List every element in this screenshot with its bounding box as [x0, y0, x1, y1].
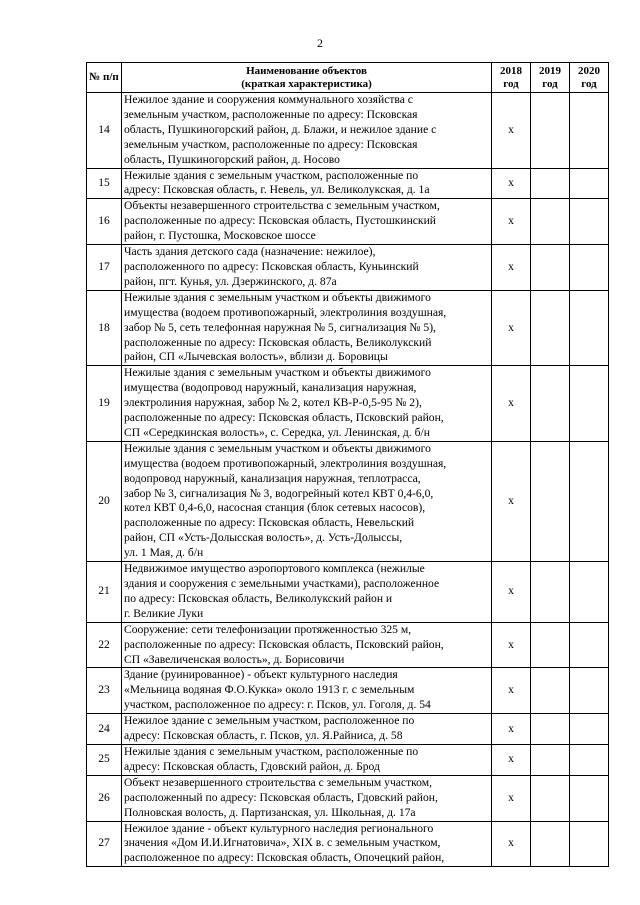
description-line: значения «Дом И.И.Игнатовича», XIX в. с земельным участком, [124, 836, 441, 850]
year-mark-2018: x [492, 668, 531, 714]
table-row [87, 168, 609, 199]
year-mark-2018: x [492, 93, 531, 169]
year-mark-2018: x [492, 744, 531, 775]
description-line: Здание (руинированное) - объект культурного наследия [124, 668, 398, 682]
table-header-row [87, 63, 609, 93]
table-row [87, 366, 609, 442]
table-row [87, 668, 609, 714]
object-description [122, 168, 492, 199]
object-description [122, 199, 492, 245]
year-mark-2019 [531, 441, 570, 561]
year-mark-2018: x [492, 821, 531, 867]
description-line: ул. 1 Мая, д. б/н [124, 546, 204, 560]
year-mark-2019 [531, 199, 570, 245]
description-line: адресу: Псковская область, г. Невель, ул. Великолукская, д. 1а [124, 183, 430, 197]
object-description [122, 366, 492, 442]
header-2020: 2020 год [570, 63, 609, 93]
table-row [87, 93, 609, 169]
year-mark-2019 [531, 245, 570, 291]
object-description [122, 93, 492, 169]
row-number: 25 [87, 744, 122, 775]
row-number: 20 [87, 441, 122, 561]
object-description [122, 441, 492, 561]
year-mark-2020 [570, 821, 609, 867]
description-line: расположенного по адресу: Псковская область, Куньинский [124, 259, 419, 273]
description-line: район, г. Пустошка, Московское шоссе [124, 229, 316, 243]
year-mark-2019 [531, 622, 570, 668]
table-row [87, 622, 609, 668]
description-line: Нежилые здания с земельным участком, расположенные по [124, 168, 419, 182]
row-number: 15 [87, 168, 122, 199]
table-row [87, 744, 609, 775]
description-line: земельным участком, расположенные по адресу: Псковская [124, 107, 418, 121]
description-line: адресу: Псковская область, Гдовский район, д. Брод [124, 759, 380, 773]
year-mark-2020 [570, 441, 609, 561]
object-description [122, 290, 492, 366]
description-line: расположенные по адресу: Псковская область, Пустошкинский [124, 214, 436, 228]
year-mark-2020 [570, 775, 609, 821]
table-row [87, 199, 609, 245]
year-mark-2020 [570, 168, 609, 199]
object-description [122, 714, 492, 745]
year-mark-2018: x [492, 290, 531, 366]
description-line: Полновская волость, д. Партизанская, ул. Школьная, д. 17а [124, 805, 416, 819]
year-mark-2020 [570, 744, 609, 775]
year-mark-2018: x [492, 441, 531, 561]
description-line: расположенный по адресу: Псковская область, Гдовский район, [124, 790, 438, 804]
table-row [87, 441, 609, 561]
row-number: 23 [87, 668, 122, 714]
description-line: расположенное по адресу: Псковская область, Опочецкий район, [124, 851, 445, 865]
year-mark-2018: x [492, 199, 531, 245]
year-mark-2019 [531, 290, 570, 366]
description-line: область, Пушкиногорский район, д. Блажи, и нежилое здание с [124, 122, 437, 136]
table-row [87, 290, 609, 366]
description-line: Нежилые здания с земельным участком, расположенные по [124, 744, 419, 758]
table-row [87, 714, 609, 745]
description-line: Нежилые здания с земельным участком и объекты движимого [124, 290, 431, 304]
description-line: имущества (водопровод наружный, канализация наружная, [124, 381, 417, 395]
description-line: Нежилое здание с земельным участком, расположенное по [124, 714, 415, 728]
year-mark-2020 [570, 714, 609, 745]
row-number: 14 [87, 93, 122, 169]
row-number: 27 [87, 821, 122, 867]
table-row [87, 245, 609, 291]
header-num: № п/п [87, 63, 122, 93]
description-line: «Мельница водяная Ф.О.Кукка» около 1913 г. с земельным [124, 683, 415, 697]
description-line: Нежилое здание - объект культурного наследия регионального [124, 821, 434, 835]
description-line: Сооружение: сети телефонизации протяженностью 325 м, [124, 622, 412, 636]
year-mark-2020 [570, 290, 609, 366]
description-line: участком, расположенное по адресу: г. Псков, ул. Гоголя, д. 54 [124, 698, 431, 712]
year-mark-2019 [531, 168, 570, 199]
description-line: имущества (водоем противопожарный, электролиния воздушная, [124, 456, 447, 470]
description-line: расположенные по адресу: Псковская область, Великолукский [124, 335, 432, 349]
year-mark-2020 [570, 93, 609, 169]
year-mark-2018: x [492, 366, 531, 442]
description-line: Нежилые здания с земельным участком и объекты движимого [124, 441, 431, 455]
row-number: 16 [87, 199, 122, 245]
table-row [87, 821, 609, 867]
description-line: котел КВТ 0,4-6,0, насосная станция (блок сетевых насосов), [124, 501, 426, 515]
row-number: 19 [87, 366, 122, 442]
description-line: Объект незавершенного строительства с земельным участком, [124, 775, 432, 789]
row-number: 18 [87, 290, 122, 366]
description-line: Часть здания детского сада (назначение: нежилое), [124, 245, 376, 259]
object-description [122, 744, 492, 775]
year-mark-2018: x [492, 714, 531, 745]
description-line: водопровод наружный, канализация наружная, теплотрасса, [124, 471, 421, 485]
description-line: имущества (водоем противопожарный, электролиния воздушная, [124, 305, 447, 319]
year-mark-2019 [531, 714, 570, 745]
description-line: расположенные по адресу: Псковская область, Псковский район, [124, 411, 444, 425]
description-line: здания и сооружения с земельными участками), расположенное [124, 577, 440, 590]
description-line: земельным участком, расположенные по адресу: Псковская [124, 137, 418, 151]
description-line: район, СП «Лычевская волость», вблизи д. Боровицы [124, 350, 388, 364]
year-mark-2020 [570, 245, 609, 291]
year-mark-2019 [531, 93, 570, 169]
header-2018: 2018 год [492, 63, 531, 93]
year-mark-2020 [570, 562, 609, 623]
year-mark-2018: x [492, 562, 531, 623]
object-description [122, 245, 492, 291]
description-line: Нежилые здания с земельным участком и объекты движимого [124, 366, 431, 380]
description-line: забор № 3, сигнализация № 3, водогрейный котел КВТ 0,4-6,0, [124, 486, 434, 500]
table-row [87, 775, 609, 821]
description-line: область, Пушкиногорский район, д. Носово [124, 152, 340, 166]
description-line: район, СП «Усть-Долысская волость», д. Усть-Долыссы, [124, 531, 403, 545]
description-line: СП «Середкинская волость», с. Середка, ул. Ленинская, д. б/н [124, 425, 430, 439]
year-mark-2019 [531, 562, 570, 623]
description-line: адресу: Псковская область, г. Псков, ул. Я.Райниса, д. 58 [124, 729, 403, 743]
description-line: расположенные по адресу: Псковская область, Невельский [124, 516, 415, 530]
description-line: забор № 5, сеть телефонная наружная № 5, сигнализация № 5), [124, 320, 436, 334]
row-number: 21 [87, 562, 122, 623]
object-description [122, 562, 492, 623]
page-number: 2 [317, 36, 323, 50]
object-description [122, 622, 492, 668]
year-mark-2018: x [492, 775, 531, 821]
year-mark-2020 [570, 199, 609, 245]
row-number: 22 [87, 622, 122, 668]
description-line: Недвижимое имущество аэропортового комплекса (нежилые [124, 562, 425, 576]
description-line: СП «Завеличенская волость», д. Борисовичи [124, 652, 345, 666]
year-mark-2020 [570, 668, 609, 714]
objects-table [86, 62, 609, 867]
description-line: Объекты незавершенного строительства с земельным участком, [124, 199, 440, 213]
year-mark-2019 [531, 668, 570, 714]
year-mark-2018: x [492, 245, 531, 291]
description-line: электролиния наружная, забор № 2, котел КВ-Р-0,5-95 № 2), [124, 396, 422, 410]
description-line: по адресу: Псковская область, Великолукский район и [124, 591, 393, 605]
year-mark-2019 [531, 775, 570, 821]
object-description [122, 821, 492, 867]
year-mark-2019 [531, 366, 570, 442]
year-mark-2019 [531, 744, 570, 775]
row-number: 24 [87, 714, 122, 745]
row-number: 17 [87, 245, 122, 291]
year-mark-2020 [570, 366, 609, 442]
year-mark-2019 [531, 821, 570, 867]
year-mark-2018: x [492, 622, 531, 668]
header-name: Наименование объектов (краткая характеристика) [122, 63, 492, 93]
description-line: г. Великие Луки [124, 606, 204, 620]
year-mark-2020 [570, 622, 609, 668]
description-line: расположенные по адресу: Псковская область, Псковский район, [124, 637, 444, 651]
year-mark-2018: x [492, 168, 531, 199]
table-row [87, 562, 609, 623]
row-number: 26 [87, 775, 122, 821]
object-description [122, 668, 492, 714]
description-line: район, пгт. Кунья, ул. Дзержинского, д. 87а [124, 274, 337, 288]
header-2019: 2019 год [531, 63, 570, 93]
object-description [122, 775, 492, 821]
description-line: Нежилое здание и сооружения коммунального хозяйства с [124, 93, 413, 106]
